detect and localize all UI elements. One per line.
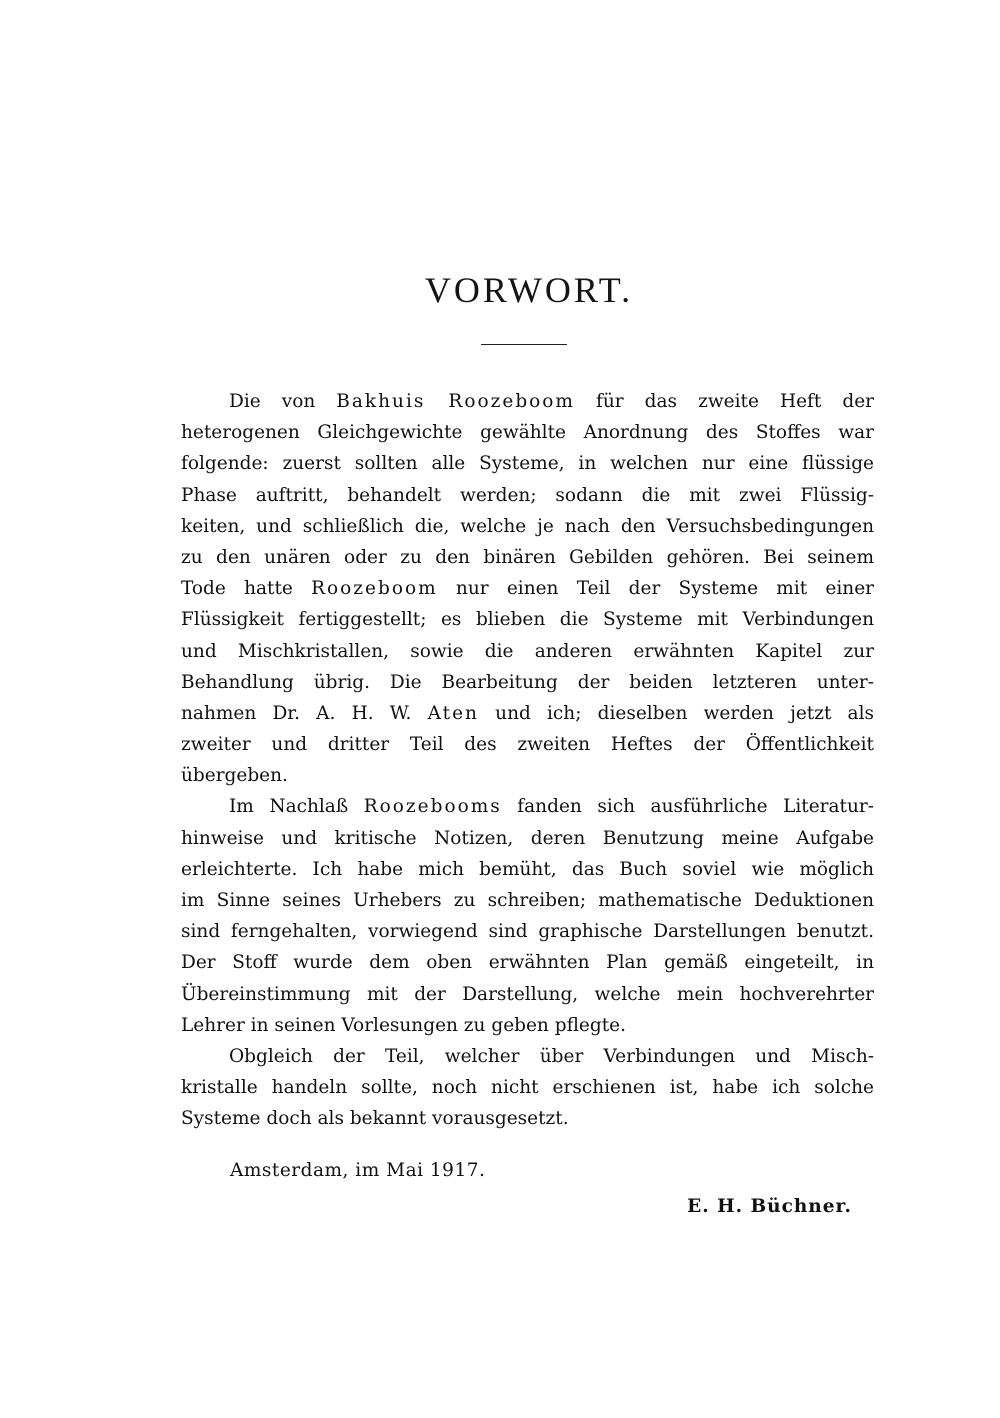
paragraph-1-line: heterogenen Gleichgewichte gewählte Anordnung des Stoffes war — [181, 422, 874, 444]
paragraph-1-line: Die von Bakhuis Roozeboom für das zweite Heft der — [229, 391, 874, 412]
paragraph-2-line: hinweise und kritische Notizen, deren Benutzung meine Aufgabe — [181, 827, 874, 849]
author-name: Aten — [427, 702, 479, 724]
paragraph-2-line: Übereinstimmung mit der Darstellung, welche mein hochverehrter — [181, 983, 874, 1005]
paragraph-1-line: folgende: zuerst sollten alle Systeme, in welchen nur eine flüssige — [181, 453, 874, 475]
paragraph-3-line: Systeme doch als bekannt vorausgesetzt. — [181, 1108, 569, 1130]
title-divider — [481, 344, 567, 345]
paragraph-1-line: keiten, und schließlich die, welche je nach den Versuchsbedingungen — [181, 515, 874, 537]
paragraph-1-line: übergeben. — [181, 765, 288, 787]
paragraph-2-line: Lehrer in seinen Vorlesungen zu geben pflegte. — [181, 1014, 626, 1036]
paragraph-1-line: Tode hatte Roozeboom nur einen Teil der Systeme mit einer — [181, 578, 874, 600]
paragraph-1-line: zu den unären oder zu den binären Gebilden gehören. Bei seinem — [181, 546, 874, 568]
author-name: Roozeboom — [311, 578, 438, 600]
paragraph-1-line: Behandlung übrig. Die Bearbeitung der beiden letzteren unter- — [181, 671, 874, 693]
place-and-date: Amsterdam, im Mai 1917. — [230, 1160, 486, 1181]
author-name: Bakhuis Roozeboom — [336, 391, 575, 412]
paragraph-3-line: Obgleich der Teil, welcher über Verbindungen und Misch- — [229, 1045, 874, 1067]
paragraph-2-line: Der Stoff wurde dem oben erwähnten Plan gemäß eingeteilt, in — [181, 952, 874, 974]
paragraph-2-line: erleichterte. Ich habe mich bemüht, das Buch soviel wie möglich — [181, 858, 874, 880]
paragraph-1-line: Phase auftritt, behandelt werden; sodann die mit zwei Flüssig- — [181, 484, 874, 506]
paragraph-2-line: im Sinne seines Urhebers zu schreiben; mathematische Deduktionen — [181, 890, 874, 911]
paragraph-1-line: und Mischkristallen, sowie die anderen erwähnten Kapitel zur — [181, 640, 874, 662]
preface-body — [181, 386, 874, 1135]
author-signature: E. H. Büchner. — [687, 1196, 852, 1217]
author-name: Roozebooms — [363, 796, 502, 818]
paragraph-1-line: nahmen Dr. A. H. W. Aten und ich; dieselben werden jetzt als — [181, 702, 875, 724]
paragraph-3-line: kristalle handeln sollte, noch nicht erschienen ist, habe ich solche — [181, 1077, 874, 1099]
paragraph-1-line: zweiter und dritter Teil des zweiten Heftes der Öffentlichkeit — [181, 734, 874, 756]
page-title: VORWORT. — [424, 270, 634, 310]
paragraph-2-line: sind ferngehalten, vorwiegend sind graphische Darstellungen benutzt. — [181, 921, 874, 943]
paragraph-1-line: Flüssigkeit fertiggestellt; es blieben die Systeme mit Verbindungen — [181, 609, 874, 631]
paragraph-2-line: Im Nachlaß Roozebooms fanden sich ausführliche Literatur- — [229, 796, 874, 818]
